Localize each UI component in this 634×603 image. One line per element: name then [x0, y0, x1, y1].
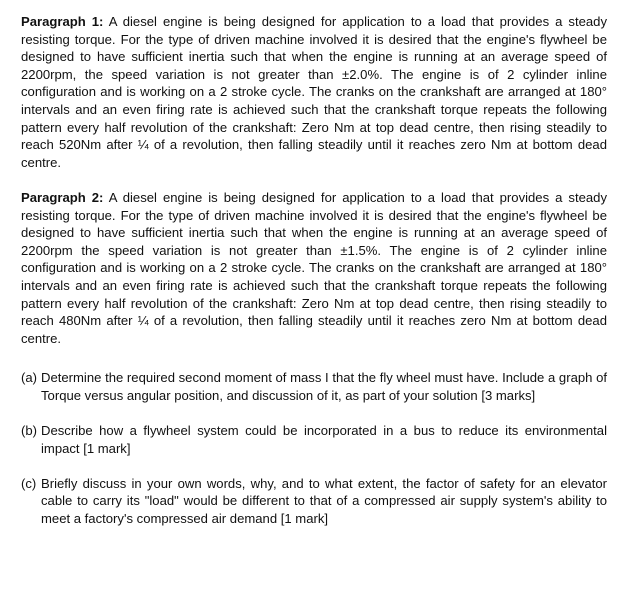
question-b	[21, 422, 607, 457]
paragraph-1-heading: Paragraph 1:	[21, 14, 104, 29]
question-list	[21, 369, 607, 527]
paragraph-2	[21, 189, 607, 347]
question-a	[21, 369, 607, 404]
question-b-text: Describe how a flywheel system could be incorporated in a bus to reduce its environmental impact [1 mark]	[41, 423, 607, 456]
question-c	[21, 475, 607, 528]
question-c-label: (c)	[21, 475, 37, 491]
question-a-text: Determine the required second moment of mass I that the fly wheel must have. Include a graph of Torque versus angular position, and discussion of it, as part of your solution [3 marks]	[41, 370, 607, 403]
question-b-label: (b)	[21, 423, 38, 439]
paragraph-2-heading: Paragraph 2:	[21, 189, 104, 205]
question-a-label: (a)	[21, 370, 38, 386]
paragraph-1	[21, 13, 607, 171]
paragraph-2-text: A diesel engine is being designed for application to a load that provides a steady resisting torque. For the type of driven machine involved it is desired that the engine's flywheel be designed to have sufficient inertia such that when the engine is running at an average speed of 2200rpm the speed variation is not greater than ±1.5%. The engine is of 2 cylinder inline configuration and is working on a 2 stroke cycle. The cranks on the crankshaft are arranged at 180° intervals and an even firing rate is achieved such that the crankshaft torque repeats the following pattern every half revolution of the crankshaft: Zero Nm at top dead centre, then rising steadily to reach 480Nm after ¼ of a revolution, then falling steadily until it reaches zero Nm at bottom dead centre.	[21, 189, 608, 346]
question-c-text: Briefly discuss in your own words, why, and to what extent, the factor of safety for an elevator cable to carry its "load" would be different to that of a compressed air supply system's ability to meet a factory's compressed air demand [1 mark]	[41, 475, 607, 527]
document-page	[21, 13, 607, 528]
paragraph-1-text: A diesel engine is being designed for application to a load that provides a steady resisting torque. For the type of driven machine involved it is desired that the engine's flywheel be designed to have sufficient inertia such that when the engine is running at an average speed of 2200rpm, the speed variation is not greater than ±2.0%. The engine is of 2 cylinder inline configuration and is working on a 2 stroke cycle. The cranks on the crankshaft are arranged at 180° intervals and an even firing rate is achieved such that the crankshaft torque repeats the following pattern every half revolution of the crankshaft: Zero Nm at top dead centre, then rising steadily to reach 520Nm after ¼ of a revolution, then falling steadily until it reaches zero Nm at bottom dead centre.	[21, 14, 608, 170]
